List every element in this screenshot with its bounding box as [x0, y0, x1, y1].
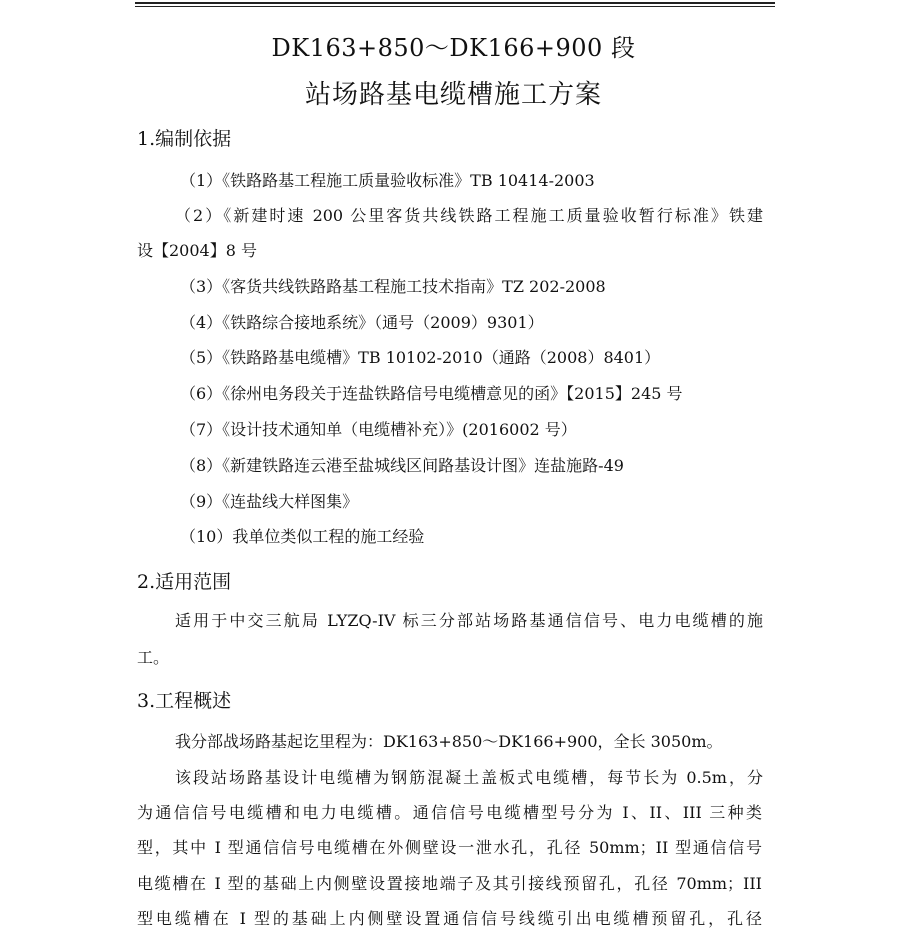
- section-heading-basis: 1.编制依据: [137, 128, 232, 150]
- paragraph-text: 电缆槽在 I 型的基础上内侧壁设置接地端子及其引接线预留孔，孔径 70mm；III: [137, 874, 762, 893]
- reference-item: （7）《设计技术通知单（电缆槽补充）》(2016002 号）: [180, 420, 577, 439]
- reference-item: （9）《连盐线大样图集》: [180, 492, 359, 511]
- paragraph-line: [137, 871, 762, 894]
- section-heading-overview: 3.工程概述: [137, 690, 232, 712]
- paragraph-line: 工。: [137, 648, 170, 667]
- paragraph-text: 该段站场路基设计电缆槽为钢筋混凝土盖板式电缆槽，每节长为 0.5m，分: [175, 768, 763, 787]
- reference-item: （8）《新建铁路连云港至盐城线区间路基设计图》连盐施路-49: [180, 456, 624, 475]
- reference-item: （3）《客货共线铁路路基工程施工技术指南》TZ 202-2008: [180, 277, 606, 296]
- top-rule: [135, 2, 775, 4]
- paragraph-text: 为通信信号电缆槽和电力电缆槽。通信信号电缆槽型号分为 I、II、III 三种类: [137, 803, 762, 822]
- paragraph-text: 型，其中 I 型通信信号电缆槽在外侧壁设一泄水孔，孔径 50mm；II 型通信信号: [137, 838, 762, 857]
- reference-item: （1）《铁路路基工程施工质量验收标准》TB 10414-2003: [180, 171, 595, 190]
- reference-item-text: （2）《新建时速 200 公里客货共线铁路工程施工质量验收暂行标准》铁建: [175, 206, 763, 225]
- reference-item: （4）《铁路综合接地系统》（通号（2009）9301）: [180, 313, 544, 332]
- reference-item: （6）《徐州电务段关于连盐铁路信号电缆槽意见的函》【2015】245 号: [180, 384, 683, 403]
- reference-item: （5）《铁路路基电缆槽》TB 10102-2010（通路（2008）8401）: [180, 348, 661, 367]
- paragraph-text: 适用于中交三航局 LYZQ-IV 标三分部站场路基通信信号、电力电缆槽的施: [175, 611, 763, 630]
- paragraph-line: [175, 765, 763, 788]
- document-title-line1: DK163+850～DK166+900 段: [271, 34, 636, 62]
- top-rule-thin: [135, 6, 775, 7]
- paragraph-line: 我分部战场路基起讫里程为：DK163+850～DK166+900，全长 3050m。: [175, 732, 723, 751]
- reference-item: [175, 203, 763, 226]
- paragraph-line: [137, 800, 762, 823]
- section-heading-scope: 2.适用范围: [137, 571, 232, 593]
- paragraph-line: [175, 608, 763, 631]
- paragraph-line: [137, 835, 762, 858]
- document-title-line2: 站场路基电缆槽施工方案: [304, 80, 602, 110]
- paragraph-text: 型电缆槽在 I 型的基础上内侧壁设置通信信号线缆引出电缆槽预留孔，孔径: [137, 909, 762, 928]
- reference-item-continuation: 设【2004】8 号: [137, 241, 257, 260]
- reference-item: （10）我单位类似工程的施工经验: [180, 527, 425, 546]
